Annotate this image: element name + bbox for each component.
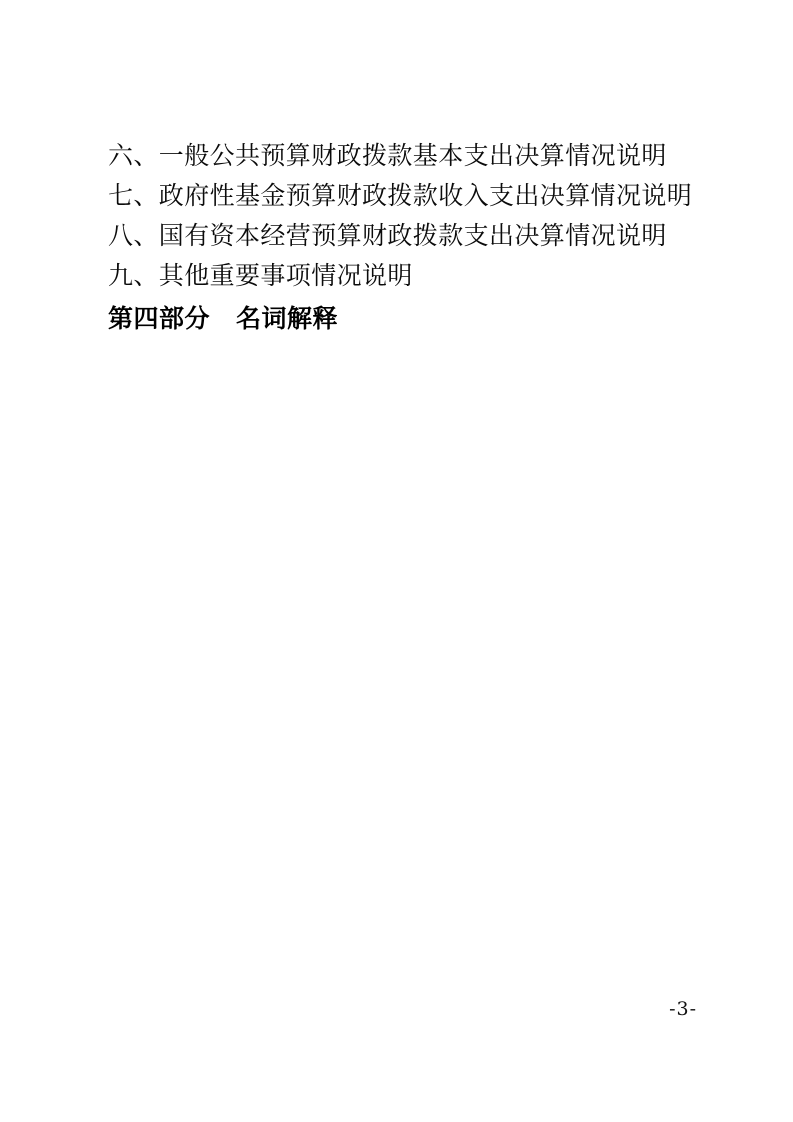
toc-item-7: 七、政府性基金预算财政拨款收入支出决算情况说明 <box>108 181 693 210</box>
table-of-contents <box>108 136 693 340</box>
part-four-title: 名词解释 <box>236 304 339 333</box>
toc-item-6: 六、一般公共预算财政拨款基本支出决算情况说明 <box>108 141 667 170</box>
toc-item-8: 八、国有资本经营预算财政拨款支出决算情况说明 <box>108 221 667 250</box>
page-number: -3- <box>669 998 697 1020</box>
part-four-heading <box>108 298 688 340</box>
toc-item-9: 九、其他重要事项情况说明 <box>108 261 413 290</box>
part-four-label: 第四部分 <box>108 304 211 333</box>
